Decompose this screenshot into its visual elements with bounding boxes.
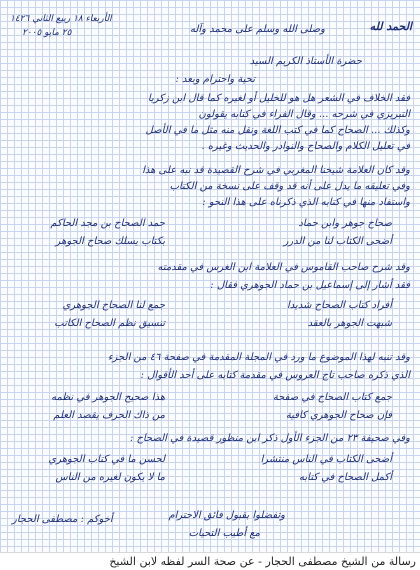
body-line: فقد أشار إلى إسماعيل بن حماد الجوهري فقال : (210, 280, 410, 291)
verse-hemistich: أكمل الصحاح في كتابه (299, 472, 392, 483)
body-line: واستفاد منها في كتابه الذي ذكرناه على هذا النحو : (202, 197, 410, 208)
body-line: وقد شرح صاحب القاموس في العلامة ابن الغرس في مقدمته (157, 262, 410, 273)
basmala: الحمد لله (369, 20, 412, 33)
date-hijri: الأربعاء ١٨ ربيع الثاني ١٤٢٦ (10, 14, 112, 24)
verse-hemistich: تنسيق نظم الصحاح الكاتب (54, 318, 165, 329)
body-line: وقد كان العلامة شيخنا المغربي في شرح القصيدة قد نبه على هذا (142, 165, 410, 176)
closing-line: مع أطيب التحيات (188, 528, 260, 539)
image-caption: رسالة من الشيخ مصطفى الحجار - عن صحة السر لفظه لابن الشيخ (0, 552, 420, 570)
body-line: في تعليل الكلام والصحاح والنوادر والحديث وغيره . (201, 141, 410, 152)
verse-hemistich: من ذاك الحرف يقصد العلم (53, 410, 165, 421)
verse-hemistich: أضحى الكتاب في الناس منتشرا (260, 454, 392, 465)
verse-hemistich: هذا صحيح الجوهر في نظمه (51, 392, 165, 403)
closing-line: وتفضلوا بقبول فائق الاحترام (168, 510, 285, 521)
signature: أخوكم : مصطفى الحجار (12, 514, 113, 525)
verse-hemistich: لحسن ما في كتاب الجوهري (48, 454, 165, 465)
body-line: وكذلك ... الصحاح كما في كتب اللغة ونقل منه مثل ما في الأصل (145, 125, 410, 136)
body-line: التبريزي في شرحه ... وقال الفراء في كتابه يقولون (198, 109, 410, 120)
body-line: فقد الخلاف في الشعر هل هو للخليل أو لغيره كما قال ابن زكريا (147, 93, 410, 104)
verse-hemistich: جمع كتاب الصحاح في صفحة (272, 392, 392, 403)
greeting: تحية واحترام وبعد : (175, 74, 255, 85)
verse-hemistich: حمد الصحاح بن مجد الحاكم (50, 218, 165, 229)
verse-hemistich: أفراد كتاب الصحاح شديدا (287, 300, 392, 311)
verse-hemistich: فإن صحاح الجوهري كافية (285, 410, 392, 421)
verse-hemistich: بكتاب يسلك صحاح الجوهر (55, 236, 165, 247)
verse-hemistich: شبهت الجوهر بالعقد (307, 318, 392, 329)
verse-hemistich: ما لا يكون لغيره من الناس (55, 472, 165, 483)
verse-hemistich: جمع لنا الصحاح الجوهري (62, 300, 165, 311)
salutation-line: وصلى الله وسلم على محمد وآله (190, 24, 325, 35)
addressee: حضرة الأستاذ الكريم السيد (249, 56, 362, 67)
date-gregorian: ٢٥ مايو ٢٠٠٥ (22, 28, 72, 38)
verse-hemistich: صحاح جوهر وابن حماد (298, 218, 392, 229)
verse-hemistich: أضحى الكتاب لنا من الدرر (283, 236, 392, 247)
body-line: وقد تنبه لهذا الموضوع ما ورد في المجلة المقدمة في صفحة ٤٦ من الجزء (107, 352, 410, 363)
body-line: وفي تعليقه ما يدل على أنه قد وقف على نسخة من الكتاب (169, 181, 410, 192)
body-line: وفي صحيفة ٢٣ من الجزء الأول ذكر ابن منظور قصيدة في الصحاح : (129, 433, 410, 444)
body-line: الذي ذكره صاحب تاج العروس في مقدمة كتابه على أحد الأقوال : (140, 370, 410, 381)
